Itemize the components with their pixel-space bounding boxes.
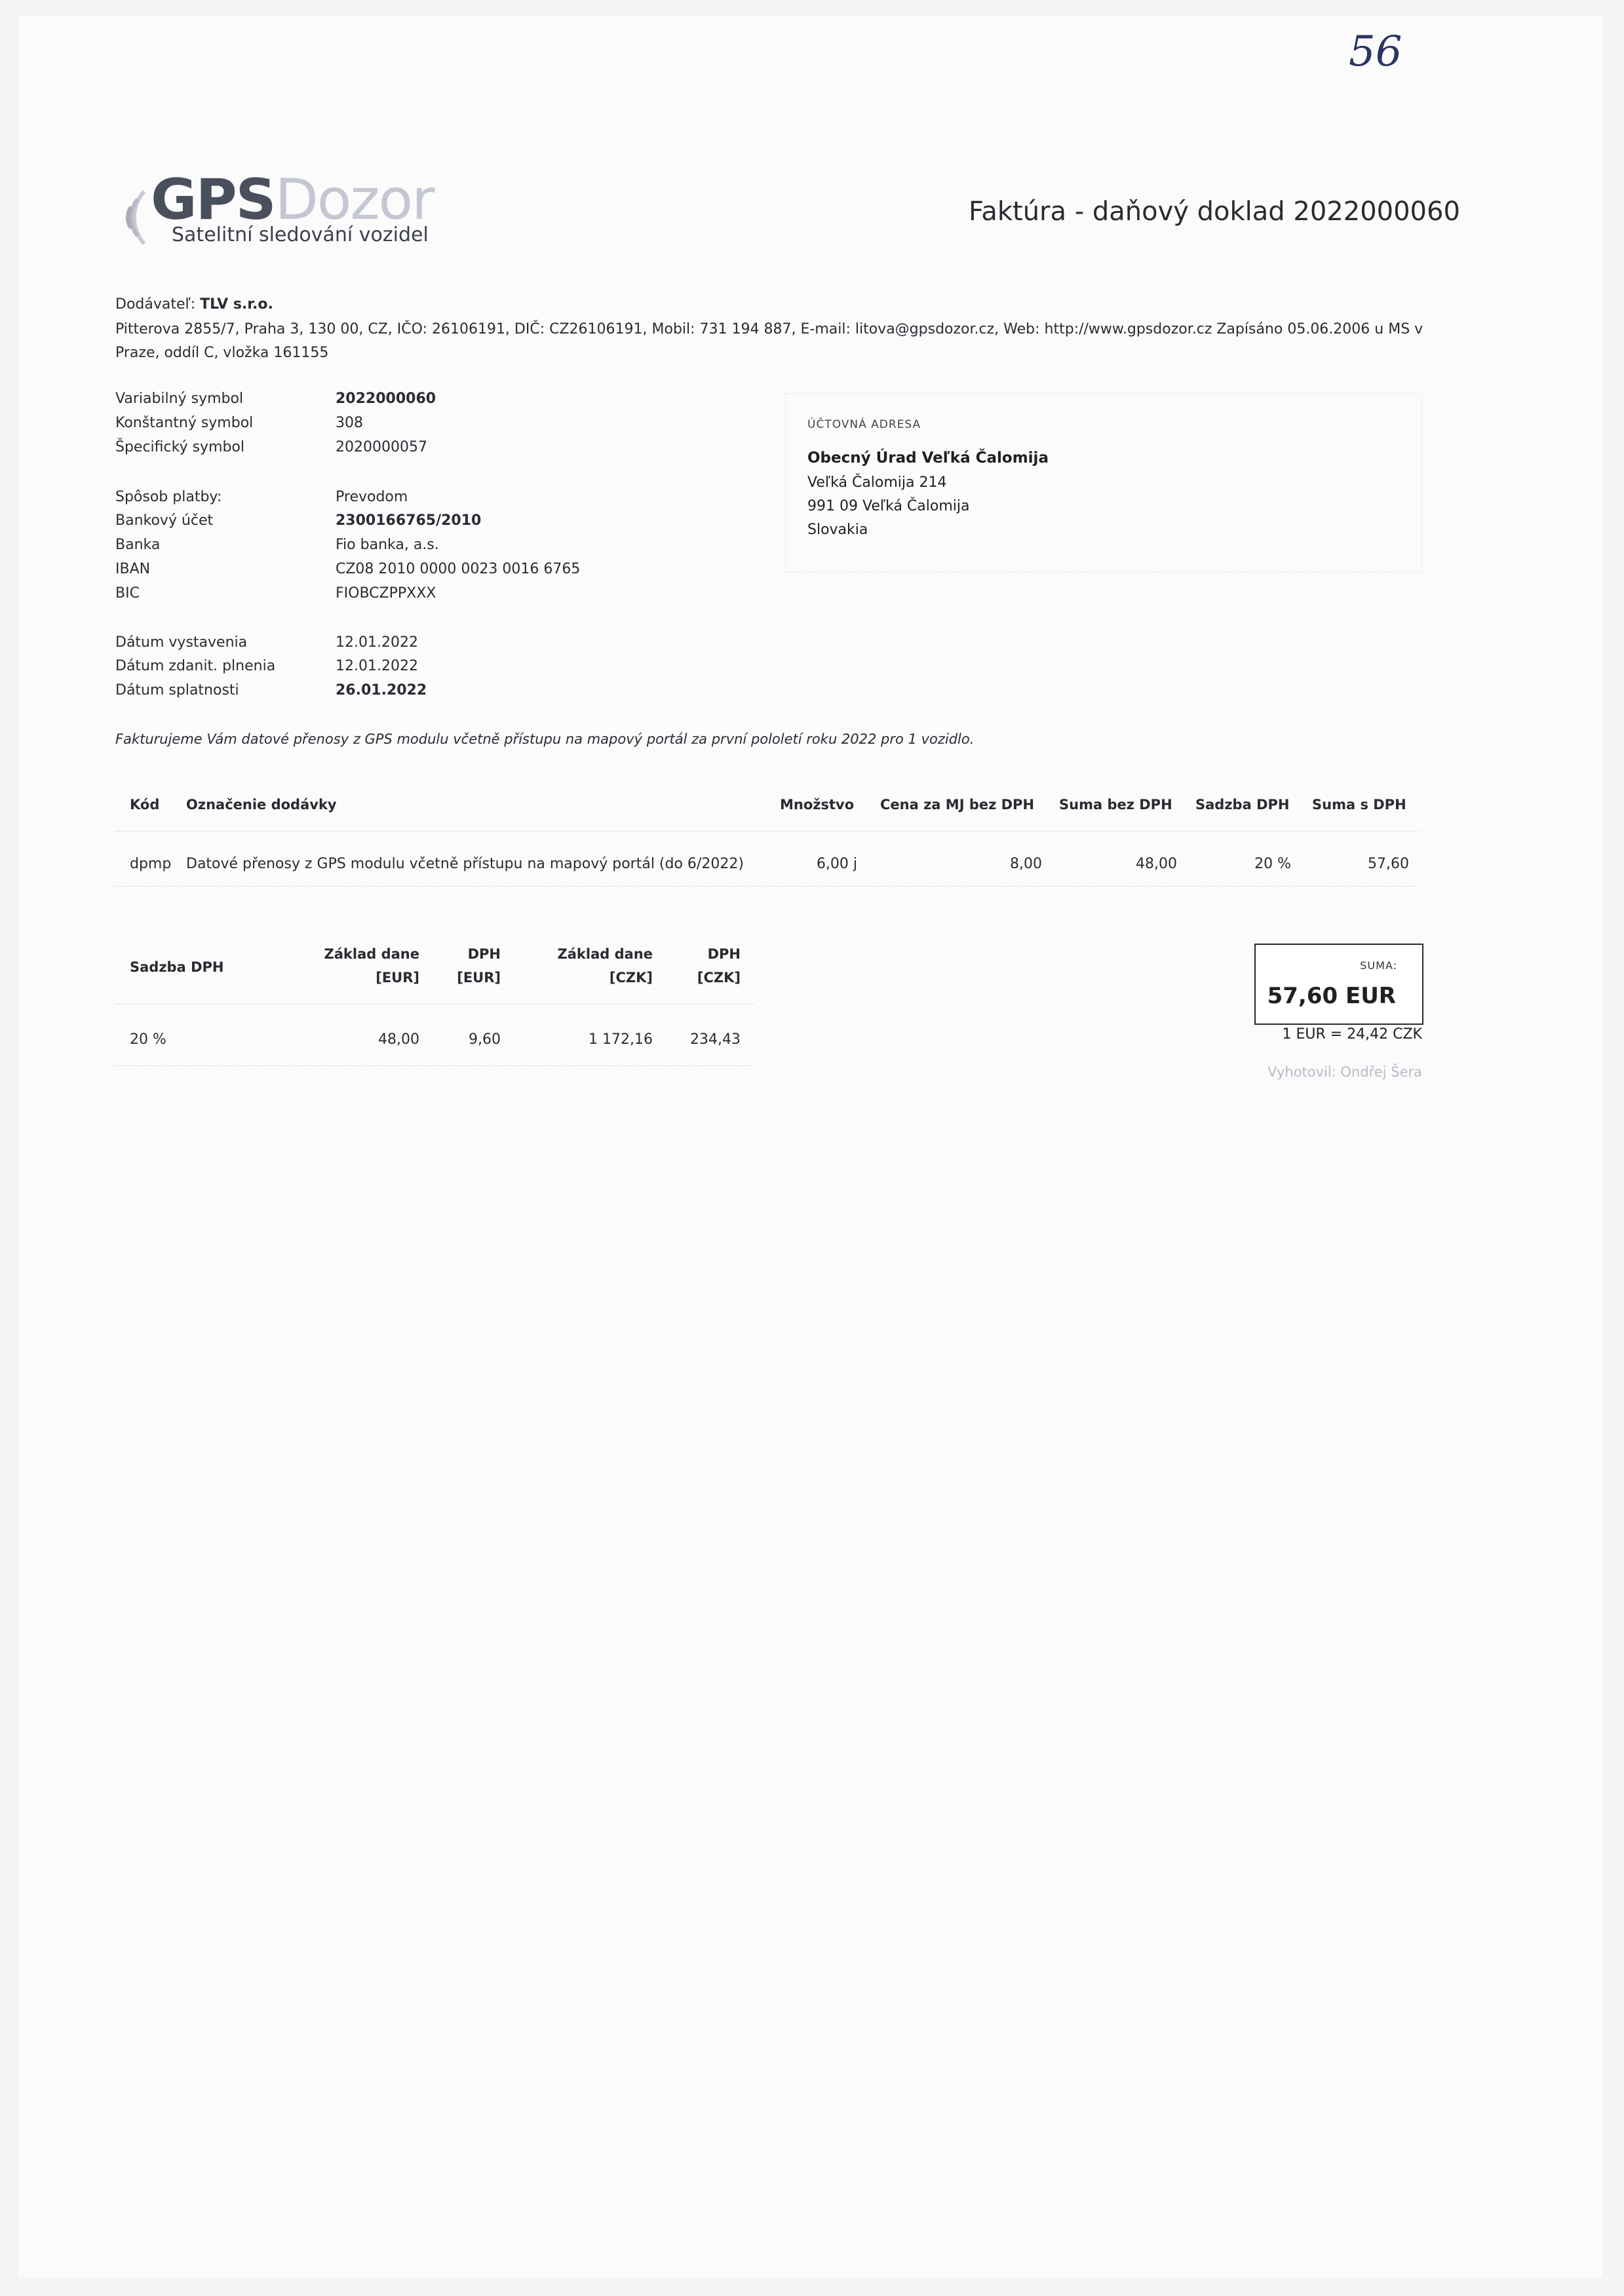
logo-dozor: Dozor [275, 167, 434, 233]
item-description: Datové přenosy z GPS modulu včetně přístupu na mapový portál (do 6/2022) [186, 856, 744, 872]
bank-account-label: Bankový účet [115, 512, 214, 529]
vat-header-vat-eur-unit: [EUR] [457, 970, 501, 985]
issue-date-label: Dátum vystavenia [115, 634, 248, 651]
vat-row-base-czk: 1 172,16 [589, 1031, 653, 1048]
bank-value: Fio banka, a.s. [336, 537, 439, 553]
due-date-label: Dátum splatnosti [115, 682, 239, 698]
total-label: SUMA: [1360, 959, 1397, 972]
constant-symbol-label: Konštantný symbol [115, 415, 254, 431]
variable-symbol-value: 2022000060 [336, 391, 436, 407]
vat-header-vat-eur: DPH [467, 946, 501, 962]
logo-wave-icon [98, 185, 157, 250]
vat-header-vat-czk-unit: [CZK] [697, 970, 741, 985]
issue-date-value: 12.01.2022 [336, 634, 418, 651]
vat-header-rate: Sadzba DPH [130, 959, 224, 975]
vat-header-vat-czk: DPH [707, 946, 741, 962]
logo-gps: GPS [151, 167, 275, 233]
vat-row-rate: 20 % [130, 1031, 166, 1048]
issued-by: Vyhotovil: Ondřej Šera [1267, 1064, 1422, 1080]
supplier-label: Dodávateľ: [115, 296, 196, 313]
supplier-name-line [115, 296, 273, 313]
constant-symbol-value: 308 [336, 415, 363, 431]
total-box [1254, 944, 1423, 1025]
item-total-incl: 57,60 [1368, 856, 1409, 872]
handwritten-page-number: 56 [1349, 28, 1402, 76]
vat-header-base-eur: Základ dane [324, 946, 419, 962]
items-header-code: Kód [130, 797, 160, 813]
logo-tagline: Satelitní sledování vozidel [172, 223, 429, 246]
bank-label: Banka [115, 537, 161, 553]
vat-row-vat-czk: 234,43 [690, 1031, 741, 1048]
items-row-divider [115, 886, 1420, 887]
vat-row-vat-eur: 9,60 [469, 1031, 501, 1048]
item-code: dpmp [130, 856, 172, 872]
items-header-divider [115, 831, 1420, 832]
supplier-details-cont: Praze, oddíl C, vložka 161155 [115, 345, 329, 361]
items-header-quantity: Množstvo [780, 797, 855, 813]
specific-symbol-label: Špecifický symbol [115, 439, 245, 455]
tax-date-label: Dátum zdanit. plnenia [115, 658, 276, 674]
vat-header-base-czk-unit: [CZK] [609, 970, 653, 985]
billing-address-country: Slovakia [807, 522, 868, 538]
billing-address-city: 991 09 Veľká Čalomija [807, 498, 970, 514]
payment-method-value: Prevodom [336, 489, 408, 505]
items-header-total-incl: Suma s DPH [1312, 797, 1406, 813]
items-header-unit-price: Cena za MJ bez DPH [880, 797, 1035, 813]
items-header-vat-rate: Sadzba DPH [1195, 797, 1290, 813]
supplier-details: Pitterova 2855/7, Praha 3, 130 00, CZ, IČO: 26106191, DIČ: CZ26106191, Mobil: 731 194 887, E-mail: litova@gpsdozor.cz, Web: http://www.gpsdozor.cz Zapísáno 05.06.2006 u MS v [115, 321, 1423, 337]
bank-account-value: 2300166765/2010 [336, 512, 482, 529]
specific-symbol-value: 2020000057 [336, 439, 427, 455]
item-vat-rate: 20 % [1254, 856, 1291, 872]
bic-value: FIOBCZPPXXX [336, 585, 436, 602]
items-header-description: Označenie dodávky [186, 797, 337, 813]
vat-row-base-eur: 48,00 [378, 1031, 419, 1048]
variable-symbol-label: Variabilný symbol [115, 391, 244, 407]
billing-address-street: Veľká Čalomija 214 [807, 474, 947, 491]
items-header-total-excl: Suma bez DPH [1059, 797, 1172, 813]
bic-label: BIC [115, 585, 140, 602]
payment-method-label: Spôsob platby: [115, 489, 222, 505]
billing-address-name: Obecný Úrad Veľká Čalomija [807, 450, 1049, 467]
item-unit-price: 8,00 [1010, 856, 1042, 872]
document-title: Faktúra - daňový doklad 2022000060 [969, 197, 1460, 227]
invoice-note: Fakturujeme Vám datové přenosy z GPS modulu včetně přístupu na mapový portál za první pololetí roku 2022 pro 1 vozidlo. [115, 731, 975, 747]
due-date-value: 26.01.2022 [336, 682, 427, 698]
item-quantity: 6,00 j [816, 856, 857, 872]
logo-wordmark [151, 167, 434, 233]
tax-date-value: 12.01.2022 [336, 658, 418, 674]
iban-label: IBAN [115, 561, 151, 577]
supplier-name: TLV s.r.o. [200, 296, 273, 313]
total-value: 57,60 EUR [1267, 983, 1396, 1009]
iban-value: CZ08 2010 0000 0023 0016 6765 [336, 561, 581, 577]
vat-header-base-czk: Základ dane [557, 946, 653, 962]
exchange-rate: 1 EUR = 24,42 CZK [1282, 1026, 1422, 1043]
vat-row-divider [115, 1065, 754, 1066]
billing-address-heading: ÚČTOVNÁ ADRESA [807, 418, 921, 431]
item-total-excl: 48,00 [1136, 856, 1177, 872]
vat-header-base-eur-unit: [EUR] [376, 970, 419, 985]
